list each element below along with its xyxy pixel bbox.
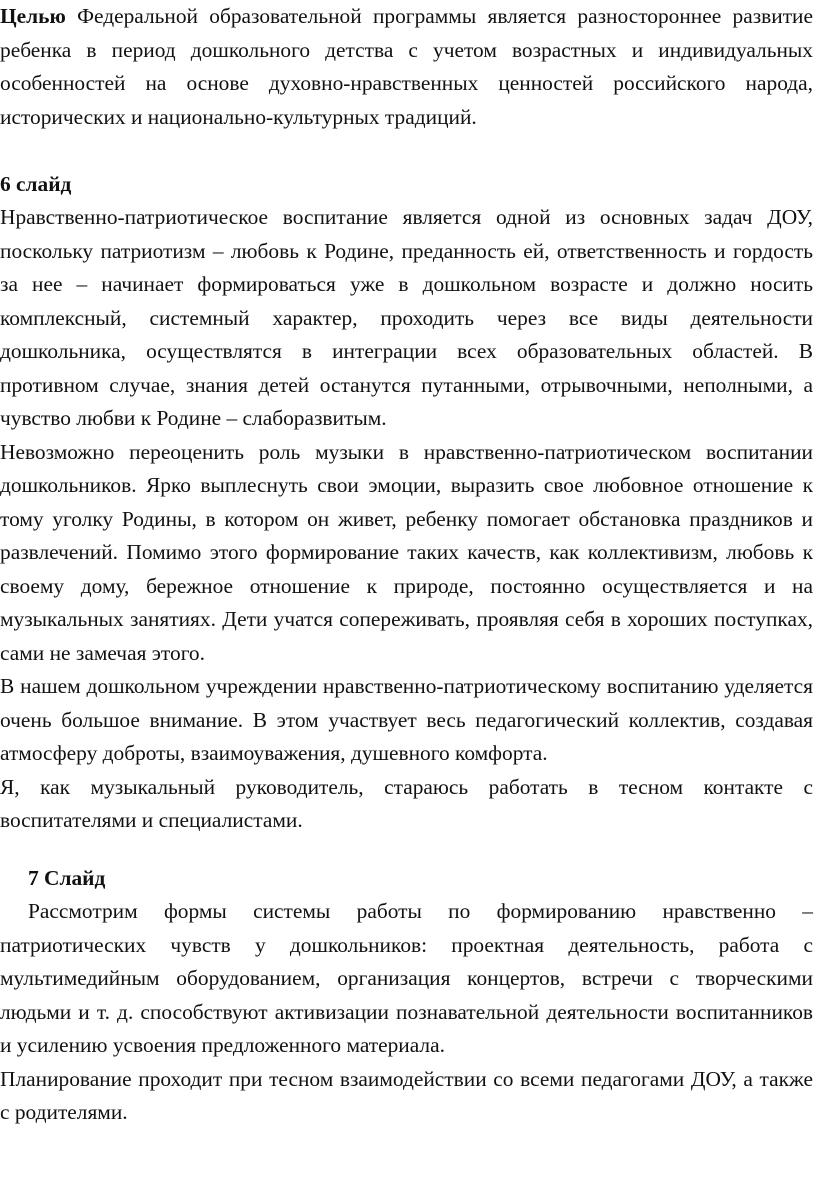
slide7-paragraph-1: Рассмотрим формы системы работы по формированию нравственно – патриотических чувств у дошкольников: проектная деятельность, работа с мультимедийным оборудованием, организация концертов, встречи с творческими людьми и т. д. способствуют активизации познавательной деятельности воспитанников и усилению усвоения предложенного материала. — [0, 899, 813, 1057]
slide6-heading: 6 слайд — [0, 171, 72, 196]
intro-lead: Целью — [0, 4, 66, 28]
intro-text: Федеральной образовательной программы является разностороннее развитие ребенка в период дошкольного детства с учетом возрастных и индивидуальных особенностей на основе духовно-нравственных ценностей российского народа, исторических и национально-культурных традиций. — [0, 4, 813, 129]
slide6-paragraph-1: Нравственно-патриотическое воспитание является одной из основных задач ДОУ, поскольку патриотизм – любовь к Родине, преданность ей, ответственность и гордость за нее – начинает формироваться уже в дошкольном возрасте и должно носить комплексный, системный характер, проходить через все виды деятельности дошкольника, осуществлятся в интеграции всех образовательных областей. В противном случае, знания детей останутся путанными, отрывочными, неполными, а чувство любви к Родине – слаборазвитым. — [0, 205, 813, 430]
intro-paragraph — [0, 0, 813, 134]
slide6-paragraph-4: Я, как музыкальный руководитель, стараюсь работать в тесном контакте с воспитателями и специалистами. — [0, 774, 813, 832]
slide7-heading: 7 Слайд — [28, 865, 106, 890]
spacer — [0, 134, 813, 168]
slide6-paragraph-2: Невозможно переоценить роль музыки в нравственно-патриотическом воспитании дошкольников. Ярко выплеснуть свои эмоции, выразить свое любовное отношение к тому уголку Родины, в котором он живет, ребенку помогает обстановка праздников и развлечений. Помимо этого формирование таких качеств, как коллективизм, любовь к своему дому, бережное отношение к природе, постоянно осуществляется и на музыкальных занятиях. Дети учатся сопереживать, проявляя себя в хороших поступках, сами не замечая этого. — [0, 439, 813, 665]
slide7-paragraph-2: Планирование проходит при тесном взаимодействии со всеми педагогами ДОУ, а также с родителями. — [0, 1066, 813, 1124]
slide6-paragraph-3: В нашем дошкольном учреждении нравственно-патриотическому воспитанию уделяется очень большое внимание. В этом участвует весь педагогический коллектив, создавая атмосферу доброты, взаимоуважения, душевного комфорта. — [0, 674, 813, 765]
